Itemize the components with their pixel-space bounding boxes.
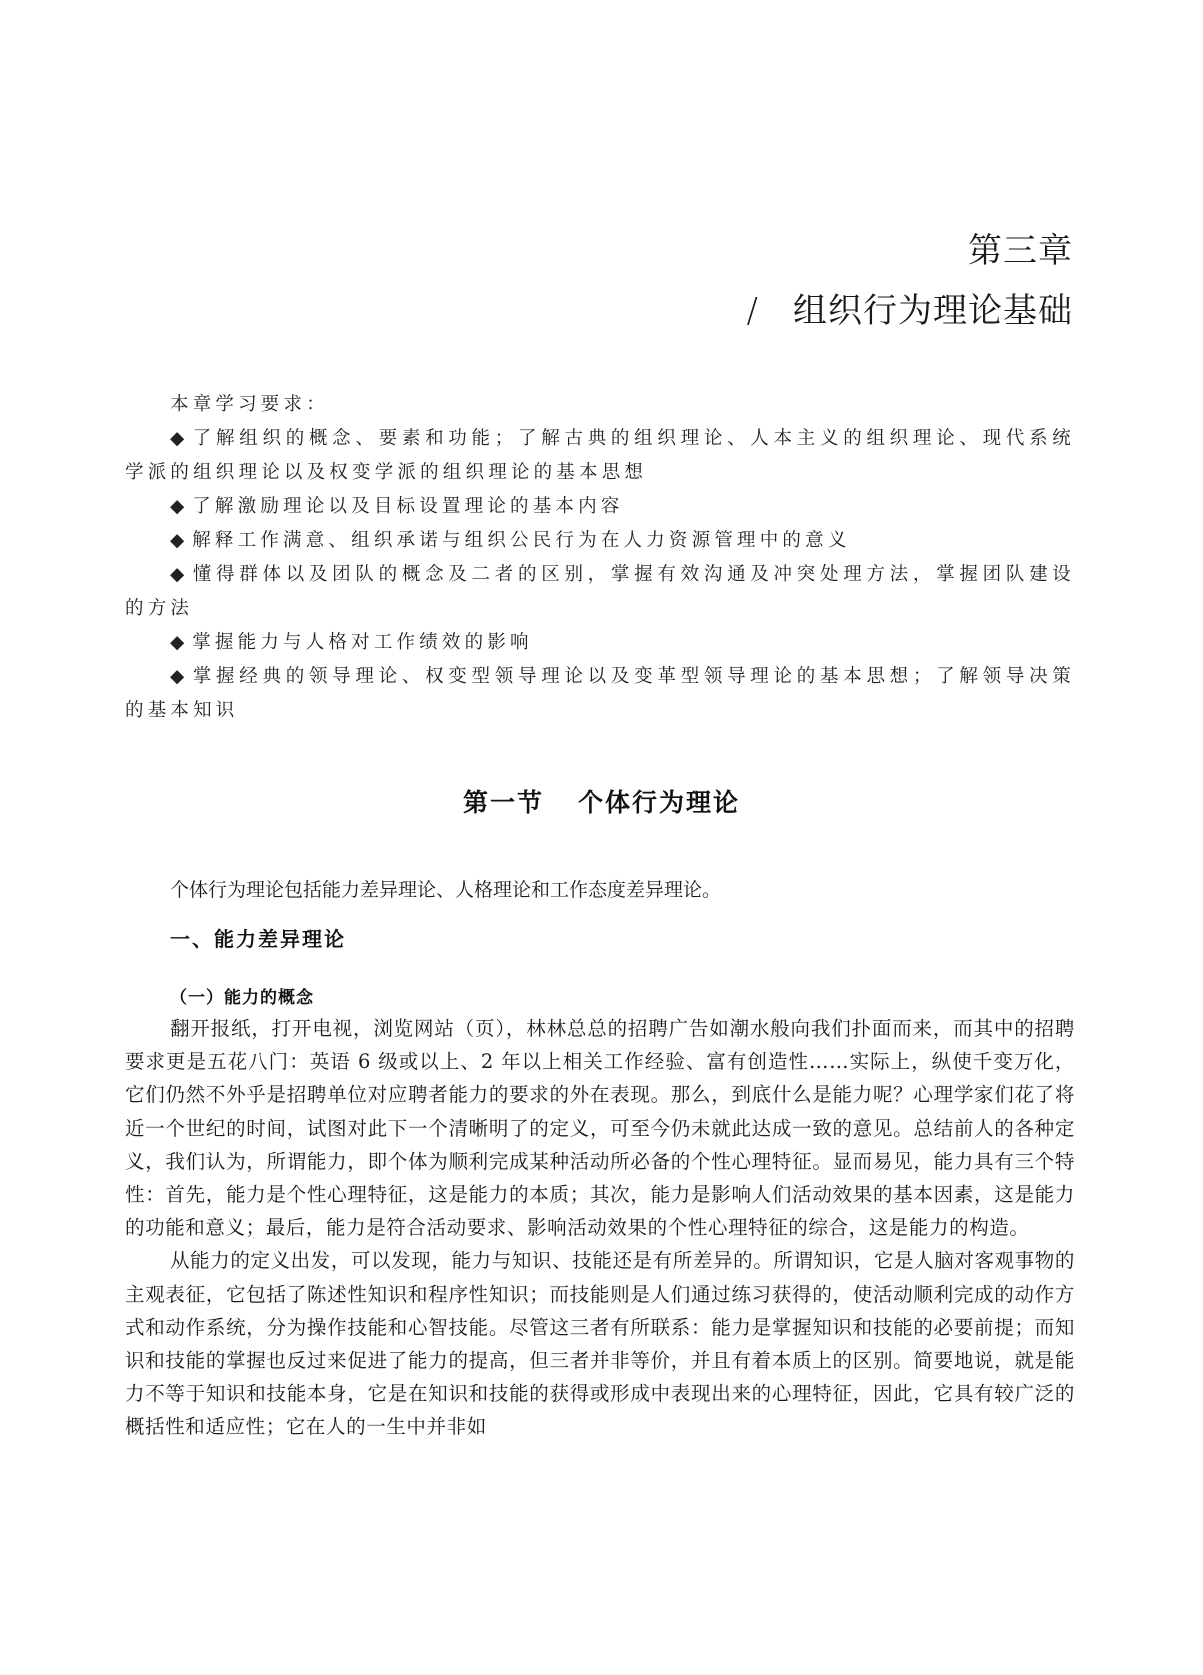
paragraph: 翻开报纸，打开电视，浏览网站（页），林林总总的招聘广告如潮水般向我们扑面而来，而其中的招聘要求更是五花八门：英语 6 级或以上、2 年以上相关工作经验、富有创造性……实际上，纵使千变万化，它们仍然不外乎是招聘单位对应聘者能力的要求的外在表现。那么，到底什么是能力呢？心理学家们花了将近一个世纪的时间，试图对此下一个清晰明了的定义，可至今仍未就此达成一致的意见。总结前人的各种定义，我们认为，所谓能力，即个体为顺利完成某种活动所必备的个性心理特征。显而易见，能力具有三个特性：首先，能力是个性心理特征，这是能力的本质；其次，能力是影响人们活动效果的基本因素，这是能力的功能和意义；最后，能力是符合活动要求、影响活动效果的个性心理特征的综合，这是能力的构造。 — [125, 1017, 1075, 1240]
section-name: 个体行为理论 — [578, 788, 741, 817]
chapter-slash: / — [746, 291, 759, 331]
chapter-heading — [747, 228, 1073, 334]
section-title — [0, 783, 1203, 819]
requirement-item: ◆解释工作满意、组织承诺与组织公民行为在人力资源管理中的意义 — [170, 530, 851, 551]
paragraph: 从能力的定义出发，可以发现，能力与知识、技能还是有所差异的。所谓知识，它是人脑对客观事物的主观表征，它包括了陈述性知识和程序性知识；而技能则是人们通过练习获得的，使活动顺利完成的动作方式和动作系统，分为操作技能和心智技能。尽管这三者有所联系：能力是掌握知识和技能的必要前提；而知识和技能的掌握也反过来促进了能力的提高，但三者并非等价，并且有着本质上的区别。简要地说，就是能力不等于知识和技能本身，它是在知识和技能的获得或形成中表现出来的心理特征，因此，它具有较广泛的概括性和适应性；它在人的一生中并非如 — [125, 1249, 1075, 1439]
requirement-item: ◆掌握经典的领导理论、权变型领导理论以及变革型领导理论的基本思想；了解领导决策的基本知识 — [125, 666, 1075, 721]
bullet-diamond-icon: ◆ — [170, 564, 193, 585]
chapter-number: 第三章 — [968, 231, 1073, 271]
bullet-diamond-icon: ◆ — [170, 666, 193, 687]
intro-paragraph: 个体行为理论包括能力差异理论、人格理论和工作态度差异理论。 — [170, 879, 722, 901]
chapter-title: 组织行为理论基础 — [793, 291, 1073, 331]
bullet-diamond-icon: ◆ — [170, 496, 193, 517]
learning-requirements — [125, 388, 1075, 728]
requirement-item: ◆掌握能力与人格对工作绩效的影响 — [170, 632, 533, 653]
requirement-item: ◆懂得群体以及团队的概念及二者的区别，掌握有效沟通及冲突处理方法，掌握团队建设的方法 — [125, 564, 1075, 619]
requirement-item: ◆了解激励理论以及目标设置理论的基本内容 — [170, 496, 624, 517]
bullet-diamond-icon: ◆ — [170, 632, 193, 653]
bullet-diamond-icon: ◆ — [170, 530, 193, 551]
requirement-item: ◆了解组织的概念、要素和功能；了解古典的组织理论、人本主义的组织理论、现代系统学派的组织理论以及权变学派的组织理论的基本思想 — [125, 428, 1075, 483]
section-number: 第一节 — [462, 788, 544, 817]
sub-subsection-heading: （一）能力的概念 — [170, 988, 314, 1008]
chapter-title-line — [747, 288, 1073, 334]
body-text — [125, 1012, 1075, 1444]
subsection-heading: 一、能力差异理论 — [170, 927, 346, 951]
requirements-heading: 本章学习要求： — [170, 394, 329, 415]
bullet-diamond-icon: ◆ — [170, 428, 193, 449]
